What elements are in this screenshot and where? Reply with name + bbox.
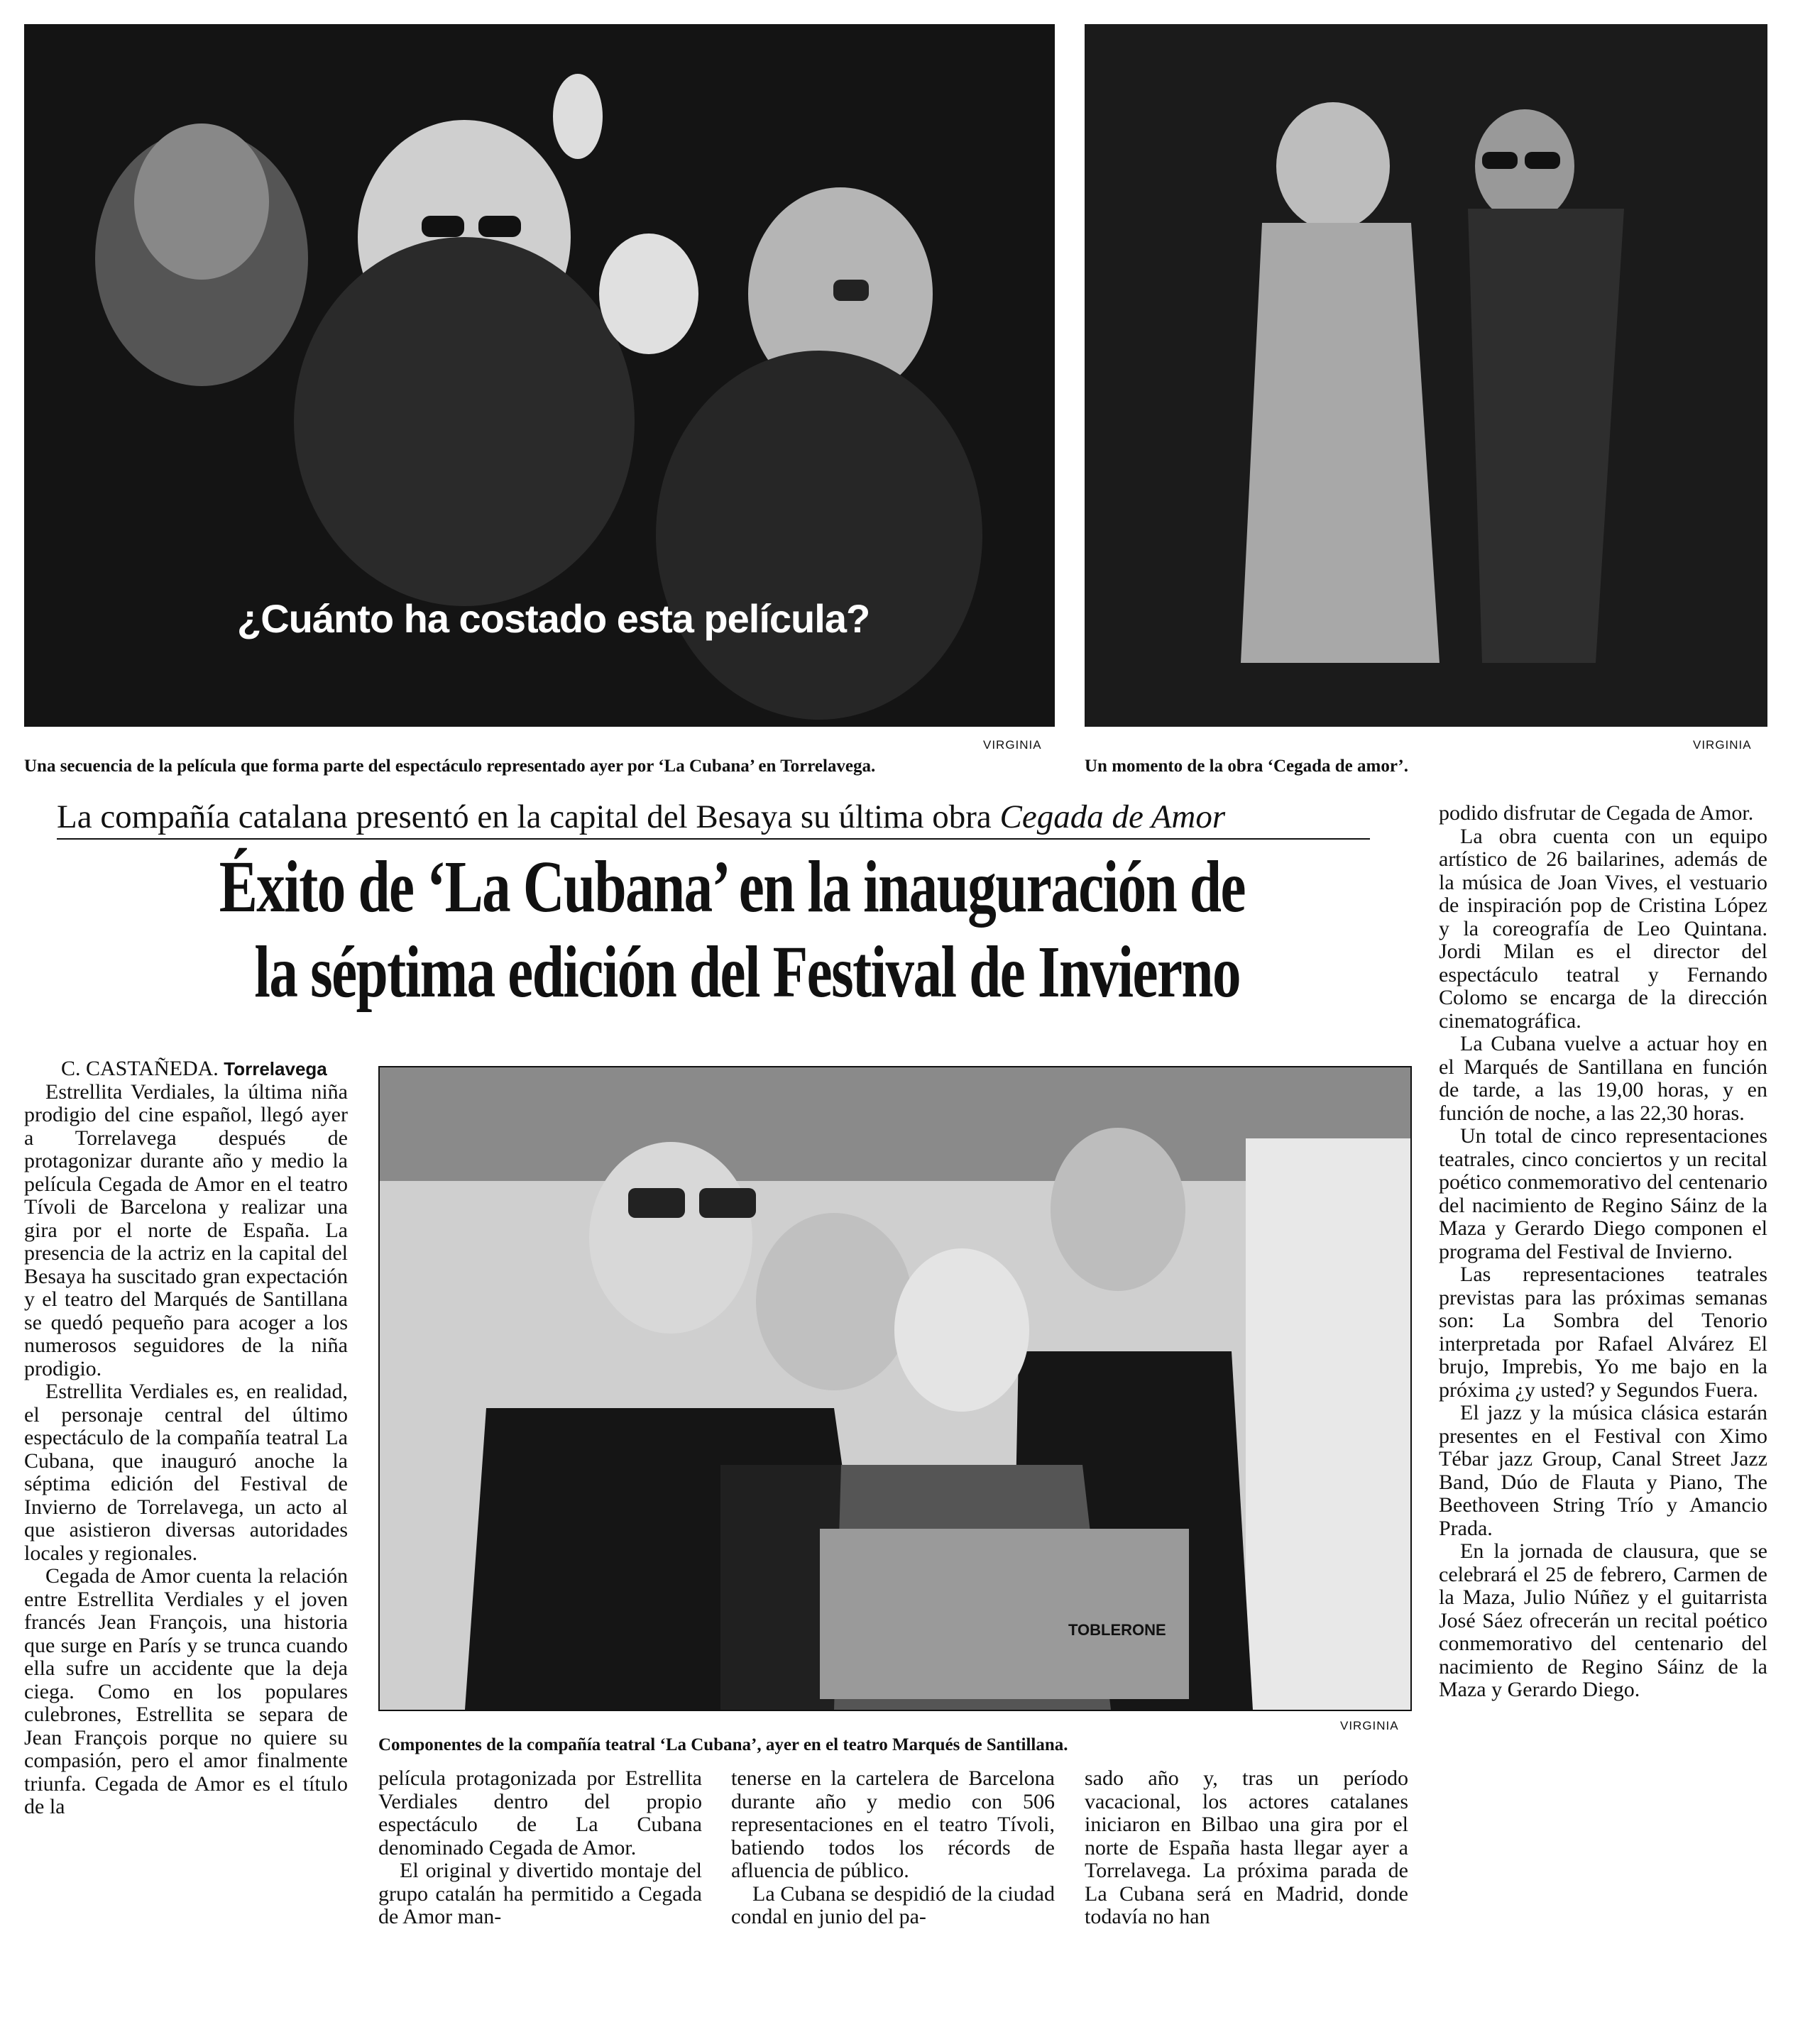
article-column-1 bbox=[24, 1057, 348, 1819]
paragraph: La Cubana se despidió de la ciudad condal en junio del pa- bbox=[731, 1881, 1055, 1928]
headline-line-2: la séptima edición del Festival de Invierno bbox=[254, 931, 1240, 1013]
paragraph: La Cubana vuelve a actuar hoy en el Marqués de Santillana en función de tarde, a las 19,00 horas, y en función de noche, a las 22,30 horas. bbox=[1439, 1032, 1767, 1125]
paragraph: Estrellita Verdiales, la última niña prodigio del cine español, llegó ayer a Torrelavega después de protagonizar durante año y medio la película Cegada de Amor en el teatro Tívoli de Barcelona y realizar una gira por el norte de España. La presencia de la actriz en la capital del Besaya ha suscitado gran expectación y el teatro del Marqués de Santillana se quedó pequeño para acoger a los numerosos seguidores de la niña prodigio. bbox=[24, 1079, 348, 1380]
byline-place: Torrelavega bbox=[224, 1058, 327, 1079]
paragraph: El jazz y la música clásica estarán presentes en el Festival con Ximo Tébar jazz Group, Canal Street Jazz Band, Dúo de Flauta y Piano, The Beethoveen String Trío y Amancio Prada. bbox=[1439, 1401, 1767, 1540]
paragraph: podido disfrutar de Cegada de Amor. bbox=[1439, 801, 1754, 825]
photo-credit: VIRGINIA bbox=[1340, 1719, 1399, 1732]
headline-line-1: Éxito de ‘La Cubana’ en la inauguración de bbox=[219, 846, 1245, 928]
paragraph: sado año y, tras un período vacacional, los actores catalanes iniciaron en Bilbao una gira por el norte de España hasta llegar ayer a Torrelavega. La próxima parada de La Cubana será en Madrid, donde todavía no han bbox=[1085, 1766, 1408, 1928]
film-subtitle-text: ¿Cuánto ha costado esta película? bbox=[237, 596, 870, 641]
paragraph: película protagonizada por Estrellita Verdiales dentro del propio espectáculo de La Cubana denominado Cegada de Amor. bbox=[378, 1766, 702, 1859]
photo-credit: VIRGINIA bbox=[1693, 738, 1752, 752]
box-label: TOBLERONE bbox=[1068, 1621, 1166, 1639]
kicker bbox=[57, 798, 1370, 840]
paragraph: Estrellita Verdiales es, en realidad, el personaje central del último espectáculo de la compañía teatral La Cubana, que inauguró anoche la séptima edición del Festival de Invierno de Torrelavega, un acto al que asistieron diversas autoridades locales y regionales. bbox=[24, 1380, 348, 1565]
photo-company-members bbox=[378, 1066, 1412, 1711]
photo-caption: Una secuencia de la película que forma parte del espectáculo representado ayer por ‘La Cubana’ en Torrelavega. bbox=[24, 757, 876, 776]
kicker-text: La compañía catalana presentó en la capital del Besaya su última obra bbox=[57, 798, 992, 835]
article-column-3 bbox=[731, 1767, 1055, 1929]
photo-caption: Componentes de la compañía teatral ‘La Cubana’, ayer en el teatro Marqués de Santillana. bbox=[378, 1735, 1068, 1754]
kicker-work-title: Cegada de Amor bbox=[999, 798, 1226, 835]
byline-author: C. CASTAÑEDA. bbox=[61, 1057, 219, 1080]
byline bbox=[24, 1057, 348, 1081]
paragraph: El original y divertido montaje del grupo catalán ha permitido a Cegada de Amor man- bbox=[378, 1859, 702, 1928]
article-column-2 bbox=[378, 1767, 702, 1929]
paragraph: tenerse en la cartelera de Barcelona durante año y medio con 506 representaciones en el teatro Tívoli, batiendo todos los récords de afluencia de público. bbox=[731, 1766, 1055, 1882]
photo-stage-performance bbox=[1085, 24, 1767, 727]
photo-credit: VIRGINIA bbox=[983, 738, 1042, 752]
photo-film-sequence bbox=[24, 24, 1055, 727]
paragraph: Las representaciones teatrales previstas para las próximas semanas son: La Sombra del Tenorio interpretada por Rafael Alvárez El brujo, Imprebis, Yo me bajo en la próxima ¿y usted? y Segundos Fuera. bbox=[1439, 1263, 1767, 1402]
photo-caption: Un momento de la obra ‘Cegada de amor’. bbox=[1085, 757, 1408, 776]
paragraph: En la jornada de clausura, que se celebrará el 25 de febrero, Carmen de la Maza, Julio Núñez y el guitarrista José Sáez ofrecerán un recital poético conmemorativo del centenario del nacimiento de Regino Sáinz de la Maza y Gerardo Diego. bbox=[1439, 1539, 1767, 1701]
article-column-5 bbox=[1439, 802, 1767, 1702]
paragraph: Cegada de Amor cuenta la relación entre Estrellita Verdiales y el joven francés Jean François, una historia que surge en París y se trunca cuando ella sufre un accidente que la deja ciega. Como en los populares culebrones, Estrellita se separa de Jean François porque no quiere su compasión, pero el amor finalmente triunfa. Cegada de Amor es el título de la bbox=[24, 1564, 348, 1818]
article-column-4 bbox=[1085, 1767, 1408, 1929]
paragraph: Un total de cinco representaciones teatrales, cinco conciertos y un recital poético conmemorativo del centenario del nacimiento de Regino Sáinz de la Maza y Gerardo Diego componen el programa del Festival de Invierno. bbox=[1439, 1124, 1767, 1263]
paragraph: La obra cuenta con un equipo artístico de 26 bailarines, además de la música de Joan Vives, el vestuario de inspiración pop de Cristina López y la coreografía de Leo Quintana. Jordi Milan es el director del espectáculo teatral y Fernando Colomo se encarga de la dirección cinematográfica. bbox=[1439, 824, 1767, 1033]
